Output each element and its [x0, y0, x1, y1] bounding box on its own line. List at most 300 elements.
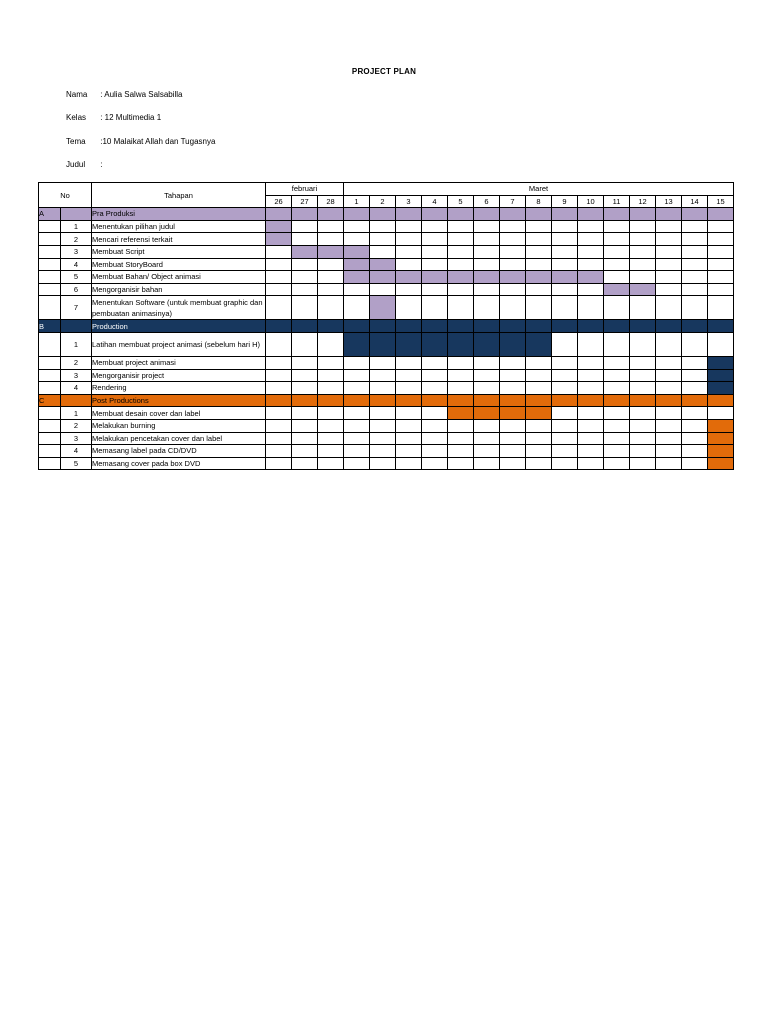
- gantt-empty-cell: [552, 283, 578, 296]
- gantt-empty-cell: [630, 356, 656, 369]
- gantt-empty-cell: [656, 369, 682, 382]
- gantt-empty-cell: [630, 296, 656, 320]
- gantt-empty-cell: [578, 283, 604, 296]
- section-day-cell: [708, 320, 734, 333]
- section-day-cell: [370, 208, 396, 221]
- gantt-empty-cell: [448, 233, 474, 246]
- gantt-empty-cell: [578, 296, 604, 320]
- info-value: :: [100, 160, 103, 169]
- section-day-cell: [448, 394, 474, 407]
- task-letter-cell: [39, 233, 61, 246]
- section-no-cell: [61, 320, 92, 333]
- day-header: 28: [318, 195, 344, 208]
- gantt-bar-cell: [552, 271, 578, 284]
- gantt-empty-cell: [370, 220, 396, 233]
- gantt-empty-cell: [344, 382, 370, 395]
- gantt-empty-cell: [526, 419, 552, 432]
- day-header: 4: [422, 195, 448, 208]
- gantt-empty-cell: [656, 258, 682, 271]
- section-no-cell: [61, 394, 92, 407]
- gantt-empty-cell: [552, 382, 578, 395]
- gantt-empty-cell: [474, 258, 500, 271]
- gantt-empty-cell: [448, 283, 474, 296]
- gantt-empty-cell: [422, 356, 448, 369]
- gantt-empty-cell: [422, 407, 448, 420]
- gantt-empty-cell: [526, 445, 552, 458]
- gantt-bar-cell: [526, 407, 552, 420]
- gantt-empty-cell: [318, 283, 344, 296]
- day-header: 26: [266, 195, 292, 208]
- gantt-empty-cell: [422, 369, 448, 382]
- gantt-empty-cell: [656, 432, 682, 445]
- gantt-empty-cell: [266, 332, 292, 356]
- gantt-empty-cell: [318, 356, 344, 369]
- section-day-cell: [526, 394, 552, 407]
- gantt-empty-cell: [526, 245, 552, 258]
- gantt-empty-cell: [682, 233, 708, 246]
- gantt-bar-cell: [708, 432, 734, 445]
- gantt-empty-cell: [344, 233, 370, 246]
- gantt-bar-cell: [370, 296, 396, 320]
- gantt-empty-cell: [500, 245, 526, 258]
- day-header: 14: [682, 195, 708, 208]
- section-day-cell: [526, 208, 552, 221]
- section-day-cell: [318, 208, 344, 221]
- gantt-empty-cell: [370, 432, 396, 445]
- gantt-empty-cell: [266, 382, 292, 395]
- gantt-empty-cell: [500, 233, 526, 246]
- gantt-empty-cell: [370, 457, 396, 470]
- gantt-empty-cell: [552, 356, 578, 369]
- gantt-empty-cell: [292, 356, 318, 369]
- section-day-cell: [422, 320, 448, 333]
- gantt-empty-cell: [474, 382, 500, 395]
- page-title: PROJECT PLAN: [351, 67, 417, 76]
- gantt-empty-cell: [292, 220, 318, 233]
- section-day-cell: [604, 320, 630, 333]
- section-day-cell: [318, 394, 344, 407]
- gantt-empty-cell: [396, 283, 422, 296]
- day-header: 13: [656, 195, 682, 208]
- section-day-cell: [292, 394, 318, 407]
- task-row: [39, 356, 734, 369]
- gantt-empty-cell: [474, 356, 500, 369]
- gantt-empty-cell: [604, 457, 630, 470]
- gantt-empty-cell: [266, 356, 292, 369]
- gantt-empty-cell: [708, 233, 734, 246]
- gantt-empty-cell: [318, 220, 344, 233]
- section-day-cell: [318, 320, 344, 333]
- task-row: [39, 445, 734, 458]
- task-letter-cell: [39, 407, 61, 420]
- gantt-empty-cell: [448, 457, 474, 470]
- section-day-cell: [578, 320, 604, 333]
- gantt-empty-cell: [474, 283, 500, 296]
- section-day-cell: [422, 394, 448, 407]
- gantt-empty-cell: [474, 296, 500, 320]
- section-name: Post Productions: [92, 394, 266, 407]
- gantt-empty-cell: [708, 407, 734, 420]
- gantt-empty-cell: [370, 382, 396, 395]
- gantt-empty-cell: [656, 356, 682, 369]
- gantt-empty-cell: [448, 445, 474, 458]
- gantt-empty-cell: [344, 419, 370, 432]
- gantt-empty-cell: [292, 407, 318, 420]
- task-number: 1: [61, 407, 92, 420]
- task-name: Memasang cover pada box DVD: [92, 457, 266, 470]
- task-letter-cell: [39, 445, 61, 458]
- gantt-empty-cell: [682, 356, 708, 369]
- gantt-empty-cell: [318, 457, 344, 470]
- day-header: 6: [474, 195, 500, 208]
- section-name: Pra Produksi: [92, 208, 266, 221]
- section-day-cell: [682, 208, 708, 221]
- task-row: [39, 220, 734, 233]
- task-number: 2: [61, 419, 92, 432]
- gantt-empty-cell: [448, 419, 474, 432]
- gantt-empty-cell: [370, 369, 396, 382]
- task-name: Menentukan pilihan judul: [92, 220, 266, 233]
- gantt-empty-cell: [578, 369, 604, 382]
- gantt-empty-cell: [266, 432, 292, 445]
- gantt-empty-cell: [292, 258, 318, 271]
- gantt-empty-cell: [318, 296, 344, 320]
- task-number: 6: [61, 283, 92, 296]
- gantt-empty-cell: [448, 258, 474, 271]
- gantt-empty-cell: [500, 419, 526, 432]
- section-day-cell: [344, 320, 370, 333]
- section-day-cell: [552, 208, 578, 221]
- gantt-empty-cell: [630, 445, 656, 458]
- gantt-empty-cell: [396, 407, 422, 420]
- info-tema: [66, 137, 215, 146]
- task-name: Membuat project animasi: [92, 356, 266, 369]
- gantt-empty-cell: [604, 233, 630, 246]
- gantt-bar-cell: [708, 457, 734, 470]
- task-name: Rendering: [92, 382, 266, 395]
- gantt-empty-cell: [344, 407, 370, 420]
- task-name: Menentukan Software (untuk membuat graphic dan pembuatan animasinya): [92, 296, 266, 320]
- task-row: [39, 245, 734, 258]
- task-letter-cell: [39, 369, 61, 382]
- gantt-empty-cell: [318, 369, 344, 382]
- section-day-cell: [708, 208, 734, 221]
- section-day-cell: [396, 394, 422, 407]
- gantt-empty-cell: [552, 296, 578, 320]
- section-day-cell: [578, 208, 604, 221]
- gantt-empty-cell: [552, 445, 578, 458]
- gantt-empty-cell: [266, 258, 292, 271]
- day-header: 12: [630, 195, 656, 208]
- gantt-empty-cell: [266, 271, 292, 284]
- day-header: 1: [344, 195, 370, 208]
- gantt-bar-cell: [370, 271, 396, 284]
- gantt-bar-cell: [396, 271, 422, 284]
- gantt-empty-cell: [396, 369, 422, 382]
- task-name: Melakukan pencetakan cover dan label: [92, 432, 266, 445]
- gantt-empty-cell: [604, 220, 630, 233]
- task-row: [39, 432, 734, 445]
- gantt-empty-cell: [604, 296, 630, 320]
- gantt-empty-cell: [500, 432, 526, 445]
- gantt-empty-cell: [344, 296, 370, 320]
- gantt-empty-cell: [396, 445, 422, 458]
- gantt-empty-cell: [578, 258, 604, 271]
- task-row: [39, 283, 734, 296]
- task-letter-cell: [39, 382, 61, 395]
- gantt-empty-cell: [266, 245, 292, 258]
- gantt-empty-cell: [656, 271, 682, 284]
- gantt-empty-cell: [656, 283, 682, 296]
- gantt-empty-cell: [526, 296, 552, 320]
- gantt-empty-cell: [266, 457, 292, 470]
- task-name: Mengorganisir bahan: [92, 283, 266, 296]
- day-header: 11: [604, 195, 630, 208]
- task-letter-cell: [39, 419, 61, 432]
- gantt-bar-cell: [266, 220, 292, 233]
- task-row: [39, 457, 734, 470]
- gantt-empty-cell: [500, 283, 526, 296]
- gantt-empty-cell: [266, 407, 292, 420]
- gantt-empty-cell: [604, 369, 630, 382]
- gantt-empty-cell: [630, 220, 656, 233]
- section-day-cell: [656, 320, 682, 333]
- gantt-empty-cell: [292, 445, 318, 458]
- gantt-empty-cell: [500, 457, 526, 470]
- gantt-empty-cell: [578, 220, 604, 233]
- section-day-cell: [500, 394, 526, 407]
- section-letter: B: [39, 320, 61, 333]
- section-day-cell: [552, 320, 578, 333]
- gantt-empty-cell: [344, 445, 370, 458]
- gantt-empty-cell: [370, 445, 396, 458]
- gantt-empty-cell: [396, 419, 422, 432]
- gantt-empty-cell: [422, 445, 448, 458]
- gantt-bar-cell: [708, 445, 734, 458]
- gantt-empty-cell: [500, 296, 526, 320]
- gantt-empty-cell: [656, 233, 682, 246]
- gantt-empty-cell: [474, 369, 500, 382]
- gantt-empty-cell: [526, 369, 552, 382]
- task-row: [39, 382, 734, 395]
- section-day-cell: [500, 208, 526, 221]
- gantt-empty-cell: [396, 233, 422, 246]
- task-row: [39, 419, 734, 432]
- header-no: No: [39, 183, 92, 208]
- gantt-empty-cell: [656, 245, 682, 258]
- gantt-empty-cell: [526, 457, 552, 470]
- plan-body: [39, 208, 734, 470]
- gantt-empty-cell: [318, 332, 344, 356]
- gantt-empty-cell: [526, 432, 552, 445]
- gantt-bar-cell: [526, 271, 552, 284]
- section-day-cell: [656, 208, 682, 221]
- section-day-cell: [708, 394, 734, 407]
- task-name: Membuat desain cover dan label: [92, 407, 266, 420]
- section-day-cell: [474, 320, 500, 333]
- section-row: [39, 394, 734, 407]
- header-task: Tahapan: [92, 183, 266, 208]
- gantt-empty-cell: [578, 356, 604, 369]
- section-day-cell: [656, 394, 682, 407]
- gantt-empty-cell: [370, 283, 396, 296]
- gantt-empty-cell: [448, 382, 474, 395]
- gantt-empty-cell: [682, 457, 708, 470]
- section-day-cell: [578, 394, 604, 407]
- day-header: 15: [708, 195, 734, 208]
- task-letter-cell: [39, 220, 61, 233]
- gantt-empty-cell: [578, 245, 604, 258]
- section-day-cell: [630, 320, 656, 333]
- gantt-empty-cell: [630, 382, 656, 395]
- gantt-bar-cell: [708, 419, 734, 432]
- section-day-cell: [604, 208, 630, 221]
- section-day-cell: [604, 394, 630, 407]
- task-row: [39, 332, 734, 356]
- gantt-empty-cell: [682, 245, 708, 258]
- gantt-empty-cell: [526, 258, 552, 271]
- gantt-empty-cell: [682, 296, 708, 320]
- task-number: 5: [61, 271, 92, 284]
- gantt-empty-cell: [292, 296, 318, 320]
- gantt-empty-cell: [552, 419, 578, 432]
- info-judul: [66, 160, 102, 169]
- section-row: [39, 320, 734, 333]
- info-label: Judul: [66, 160, 86, 169]
- gantt-empty-cell: [682, 220, 708, 233]
- section-day-cell: [292, 208, 318, 221]
- gantt-empty-cell: [578, 432, 604, 445]
- gantt-empty-cell: [630, 369, 656, 382]
- section-day-cell: [422, 208, 448, 221]
- task-letter-cell: [39, 332, 61, 356]
- section-day-cell: [292, 320, 318, 333]
- info-label: Nama: [66, 90, 88, 99]
- day-header: 7: [500, 195, 526, 208]
- gantt-empty-cell: [630, 407, 656, 420]
- gantt-empty-cell: [552, 369, 578, 382]
- gantt-empty-cell: [604, 245, 630, 258]
- task-letter-cell: [39, 356, 61, 369]
- gantt-empty-cell: [578, 382, 604, 395]
- gantt-empty-cell: [656, 296, 682, 320]
- gantt-empty-cell: [448, 369, 474, 382]
- gantt-empty-cell: [474, 419, 500, 432]
- task-number: 3: [61, 432, 92, 445]
- section-day-cell: [474, 208, 500, 221]
- gantt-empty-cell: [422, 245, 448, 258]
- gantt-empty-cell: [500, 445, 526, 458]
- task-number: 1: [61, 332, 92, 356]
- section-day-cell: [448, 320, 474, 333]
- task-number: 4: [61, 258, 92, 271]
- gantt-bar-cell: [292, 245, 318, 258]
- task-row: [39, 258, 734, 271]
- gantt-empty-cell: [500, 220, 526, 233]
- gantt-empty-cell: [370, 233, 396, 246]
- gantt-empty-cell: [292, 457, 318, 470]
- task-number: 7: [61, 296, 92, 320]
- gantt-empty-cell: [266, 369, 292, 382]
- task-letter-cell: [39, 271, 61, 284]
- gantt-empty-cell: [630, 457, 656, 470]
- task-letter-cell: [39, 432, 61, 445]
- gantt-bar-cell: [448, 271, 474, 284]
- gantt-empty-cell: [656, 419, 682, 432]
- gantt-bar-cell: [370, 332, 396, 356]
- gantt-bar-cell: [630, 283, 656, 296]
- gantt-empty-cell: [396, 432, 422, 445]
- gantt-empty-cell: [708, 258, 734, 271]
- task-number: 2: [61, 233, 92, 246]
- gantt-empty-cell: [682, 407, 708, 420]
- gantt-empty-cell: [344, 220, 370, 233]
- gantt-empty-cell: [422, 382, 448, 395]
- section-row: [39, 208, 734, 221]
- gantt-empty-cell: [552, 407, 578, 420]
- gantt-empty-cell: [370, 419, 396, 432]
- gantt-empty-cell: [318, 382, 344, 395]
- gantt-empty-cell: [552, 258, 578, 271]
- section-day-cell: [526, 320, 552, 333]
- section-day-cell: [396, 320, 422, 333]
- gantt-empty-cell: [500, 258, 526, 271]
- gantt-empty-cell: [318, 407, 344, 420]
- task-letter-cell: [39, 258, 61, 271]
- gantt-bar-cell: [474, 407, 500, 420]
- gantt-bar-cell: [578, 271, 604, 284]
- section-letter: A: [39, 208, 61, 221]
- gantt-empty-cell: [656, 220, 682, 233]
- task-name: Membuat StoryBoard: [92, 258, 266, 271]
- day-header: 10: [578, 195, 604, 208]
- gantt-empty-cell: [708, 283, 734, 296]
- gantt-empty-cell: [370, 356, 396, 369]
- gantt-empty-cell: [266, 419, 292, 432]
- gantt-bar-cell: [708, 356, 734, 369]
- gantt-empty-cell: [292, 419, 318, 432]
- gantt-empty-cell: [604, 432, 630, 445]
- gantt-empty-cell: [682, 283, 708, 296]
- gantt-empty-cell: [578, 419, 604, 432]
- section-day-cell: [682, 394, 708, 407]
- gantt-empty-cell: [552, 432, 578, 445]
- section-letter: C: [39, 394, 61, 407]
- gantt-empty-cell: [448, 356, 474, 369]
- day-header: 9: [552, 195, 578, 208]
- section-day-cell: [500, 320, 526, 333]
- task-row: [39, 369, 734, 382]
- gantt-empty-cell: [578, 233, 604, 246]
- info-value: : 12 Multimedia 1: [100, 113, 162, 122]
- section-day-cell: [266, 320, 292, 333]
- gantt-empty-cell: [578, 407, 604, 420]
- gantt-empty-cell: [604, 382, 630, 395]
- info-kelas: [66, 113, 161, 122]
- gantt-empty-cell: [578, 332, 604, 356]
- info-label: Tema: [66, 137, 86, 146]
- gantt-bar-cell: [708, 369, 734, 382]
- gantt-empty-cell: [474, 245, 500, 258]
- gantt-empty-cell: [396, 258, 422, 271]
- gantt-bar-cell: [422, 332, 448, 356]
- gantt-empty-cell: [630, 258, 656, 271]
- section-day-cell: [266, 208, 292, 221]
- gantt-empty-cell: [344, 457, 370, 470]
- gantt-bar-cell: [604, 283, 630, 296]
- section-day-cell: [370, 320, 396, 333]
- gantt-empty-cell: [708, 271, 734, 284]
